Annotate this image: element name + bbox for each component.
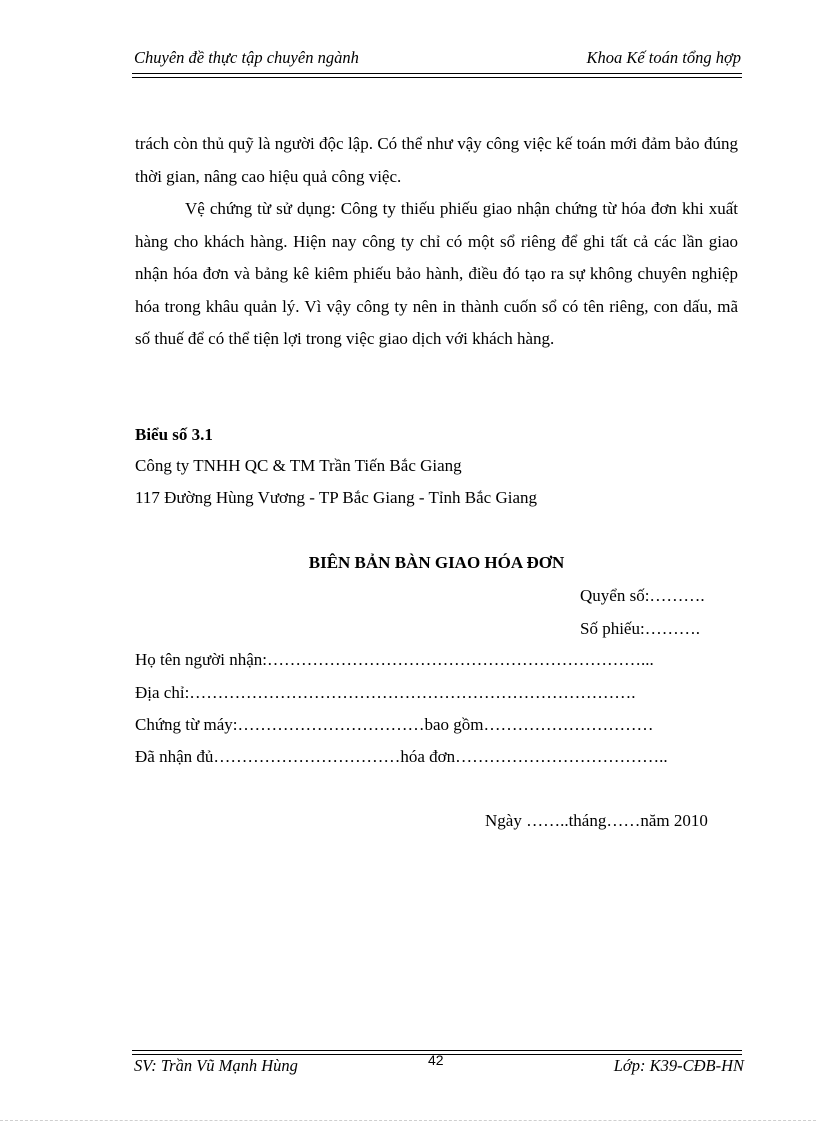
footer-divider-inner [132, 1050, 742, 1051]
slip-number: Số phiếu:………. [580, 619, 700, 638]
book-number: Quyển số:………. [580, 586, 705, 605]
header-divider [132, 73, 742, 74]
date-line: Ngày ……..tháng……năm 2010 [485, 811, 708, 830]
header-divider-inner [132, 77, 742, 78]
header-left: Chuyên đề thực tập chuyên ngành [134, 48, 359, 67]
recipient-name-field: Họ tên người nhận:…………………………………………………………... [135, 650, 654, 669]
page-bottom-border [0, 1120, 816, 1121]
voucher-field: Chứng từ máy:……………………………bao gồm………………………… [135, 715, 654, 734]
address-field: Địa chỉ:……………………………………………………………………. [135, 683, 636, 702]
header-right: Khoa Kế toán tổng hợp [586, 48, 741, 67]
received-field: Đã nhận đủ……………………………hóa đơn……………………………….. [135, 747, 668, 766]
footer-class: Lớp: K39-CĐB-HN [613, 1056, 744, 1075]
paragraph-2: Vệ chứng từ sử dụng: Công ty thiếu phiếu giao nhận chứng từ hóa đơn khi xuất hàng cho khách hàng. Hiện nay công ty chỉ có một sổ riêng để ghi tất cả các lần giao nhận hóa đơn và bảng kê kiêm phiếu bảo hành, điều đó tạo ra sự không chuyên nghiệp hóa trong khâu quản lý. Vì vậy công ty nên in thành cuốn sổ có tên riêng, con dấu, mã số thuế để có thể tiện lợi trong việc giao dịch với khách hàng. [135, 199, 738, 348]
company-name: Công ty TNHH QC & TM Trần Tiến Bắc Giang [135, 456, 462, 475]
page-number: 42 [428, 1052, 444, 1068]
footer-student: SV: Trần Vũ Mạnh Hùng [134, 1056, 298, 1075]
form-title: BIÊN BẢN BÀN GIAO HÓA ĐƠN [308, 553, 565, 572]
company-address: 117 Đường Hùng Vương - TP Bắc Giang - Tỉnh Bắc Giang [135, 488, 538, 507]
paragraph-1: trách còn thủ quỹ là người độc lập. Có thể như vậy công việc kế toán mới đảm bảo đúng thời gian, nâng cao hiệu quả công việc. [135, 134, 738, 186]
form-label: Biểu số 3.1 [135, 425, 213, 444]
